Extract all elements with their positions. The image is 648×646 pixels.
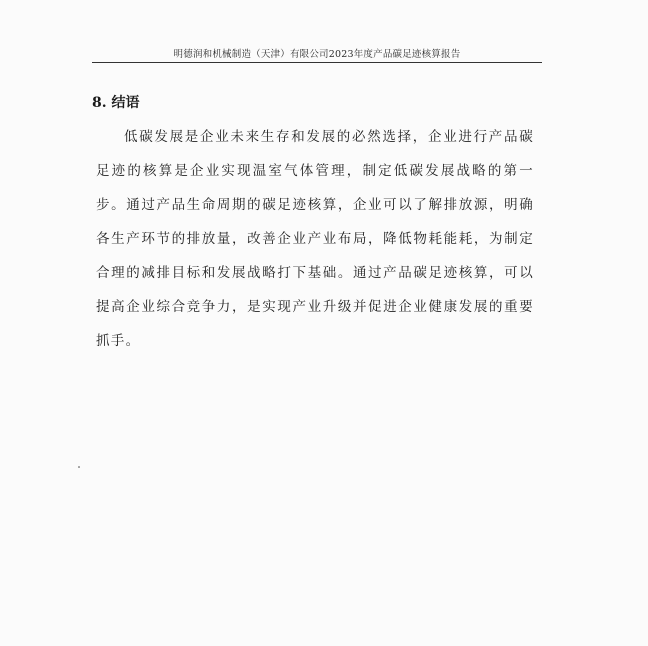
page-header: 明德润和机械制造（天津）有限公司2023年度产品碳足迹核算报告 (173, 49, 461, 60)
section-heading: 8. 结语 (92, 95, 140, 111)
header-divider (92, 62, 542, 63)
body-paragraph: 低碳发展是企业未来生存和发展的必然选择，企业进行产品碳足迹的核算是企业实现温室气体管理，制定低碳发展战略的第一步。通过产品生命周期的碳足迹核算，企业可以了解排放源，明确各生产环节的排放量，改善企业产业布局，降低物耗能耗，为制定合理的减排目标和发展战略打下基础。通过产品碳足迹核算，可以提高企业综合竞争力，是实现产业升级并促进企业健康发展的重要抓手。 (96, 129, 534, 349)
scan-speck (78, 466, 80, 468)
